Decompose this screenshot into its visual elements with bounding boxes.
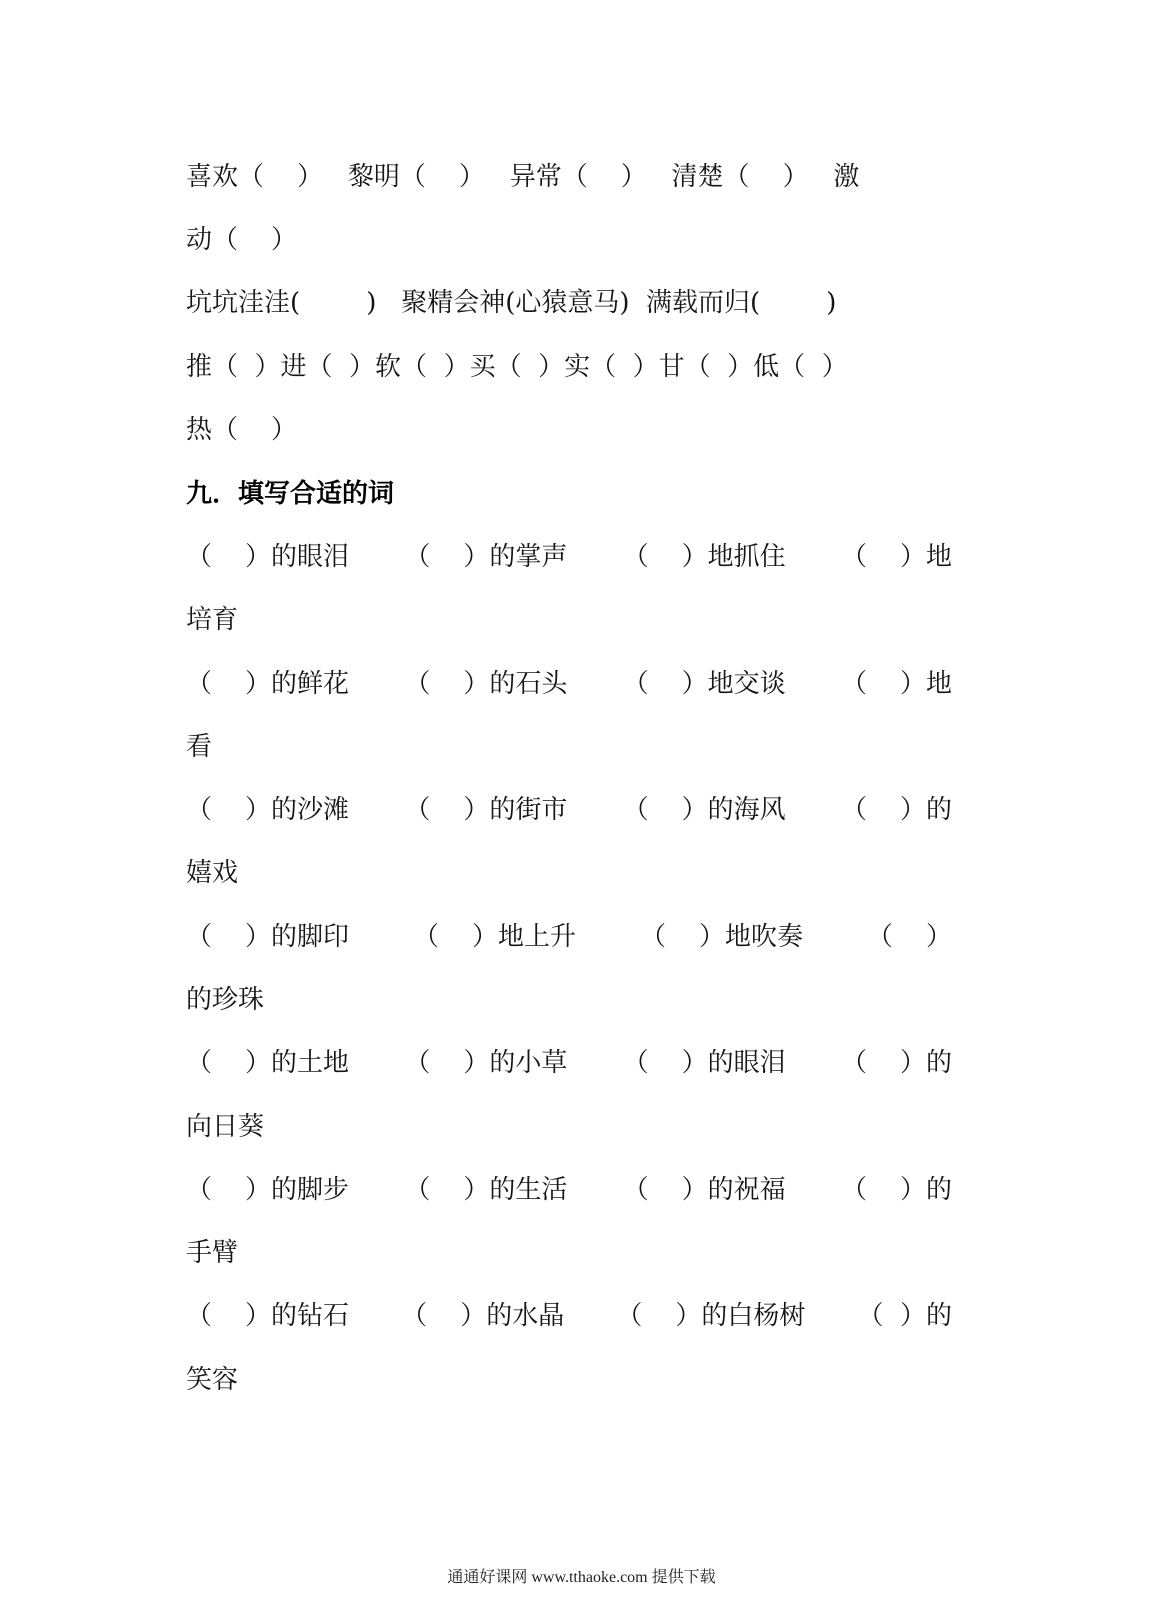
page-footer: 通通好课网 www.tthaoke.com 提供下载 <box>447 1569 716 1586</box>
antonym-line-4: 热（ ） <box>186 415 298 445</box>
fill-item: （ ）的祝福 <box>622 1175 786 1205</box>
fill-row-wrap: 看 <box>186 732 213 762</box>
fill-row <box>186 790 952 830</box>
fill-item: （ ）地吹奏 <box>639 922 803 952</box>
fill-item: （ ）的水晶 <box>401 1301 565 1331</box>
fill-item: （ ）的鲜花 <box>186 669 350 699</box>
section-heading: 九．填写合适的词 <box>186 479 395 509</box>
fill-row-wrap: 培育 <box>186 605 239 635</box>
fill-row <box>186 1043 952 1083</box>
fill-item: （ ）的沙滩 <box>186 795 350 825</box>
fill-item: （ ）的石头 <box>404 669 568 699</box>
idiom-line: 坑坑洼洼( ) 聚精会神(心猿意马) 满载而归( ) <box>186 288 837 318</box>
fill-item: （ ）的白杨树 <box>616 1301 806 1331</box>
fill-row-wrap: 的珍珠 <box>186 985 265 1015</box>
fill-row-wrap: 手臂 <box>186 1238 239 1268</box>
fill-row <box>186 537 952 577</box>
fill-item: （ ） <box>866 922 952 952</box>
fill-item: （ ）的钻石 <box>186 1301 350 1331</box>
fill-row <box>186 1170 952 1210</box>
fill-row <box>186 917 952 957</box>
fill-item: （ ）的生活 <box>404 1175 568 1205</box>
fill-item: （ ）的 <box>840 795 952 825</box>
fill-item: （ ）地 <box>840 669 952 699</box>
fill-item: （ ）的 <box>840 1048 952 1078</box>
fill-item: （ ）的眼泪 <box>622 1048 786 1078</box>
fill-row-wrap: 嬉戏 <box>186 858 239 888</box>
fill-item: （ ）的脚印 <box>186 922 350 952</box>
fill-item: （ ）的 <box>840 1175 952 1205</box>
antonym-line-1: 喜欢（ ） 黎明（ ） 异常（ ） 清楚（ ） 激 <box>186 162 860 192</box>
fill-row <box>186 664 952 704</box>
fill-item: （ ）的街市 <box>404 795 568 825</box>
fill-item: （ ）地交谈 <box>622 669 786 699</box>
fill-item: （ ）的掌声 <box>404 542 568 572</box>
fill-item: （ ）地抓住 <box>622 542 786 572</box>
fill-item: （ ）的土地 <box>186 1048 350 1078</box>
fill-row-wrap: 笑容 <box>186 1365 239 1395</box>
fill-item: （ ）地 <box>840 542 952 572</box>
fill-item: （ ）地上升 <box>412 922 577 952</box>
antonym-line-2: 动（ ） <box>186 225 298 255</box>
fill-item: （ ）的 <box>857 1301 952 1331</box>
fill-row-wrap: 向日葵 <box>186 1112 265 1142</box>
fill-item: （ ）的脚步 <box>186 1175 350 1205</box>
fill-row <box>186 1296 952 1336</box>
fill-item: （ ）的眼泪 <box>186 542 350 572</box>
fill-item: （ ）的小草 <box>404 1048 568 1078</box>
fill-item: （ ）的海风 <box>622 795 786 825</box>
antonym-line-3: 推（ ）进（ ）软（ ）买（ ）实（ ）甘（ ）低（ ） <box>186 352 848 382</box>
